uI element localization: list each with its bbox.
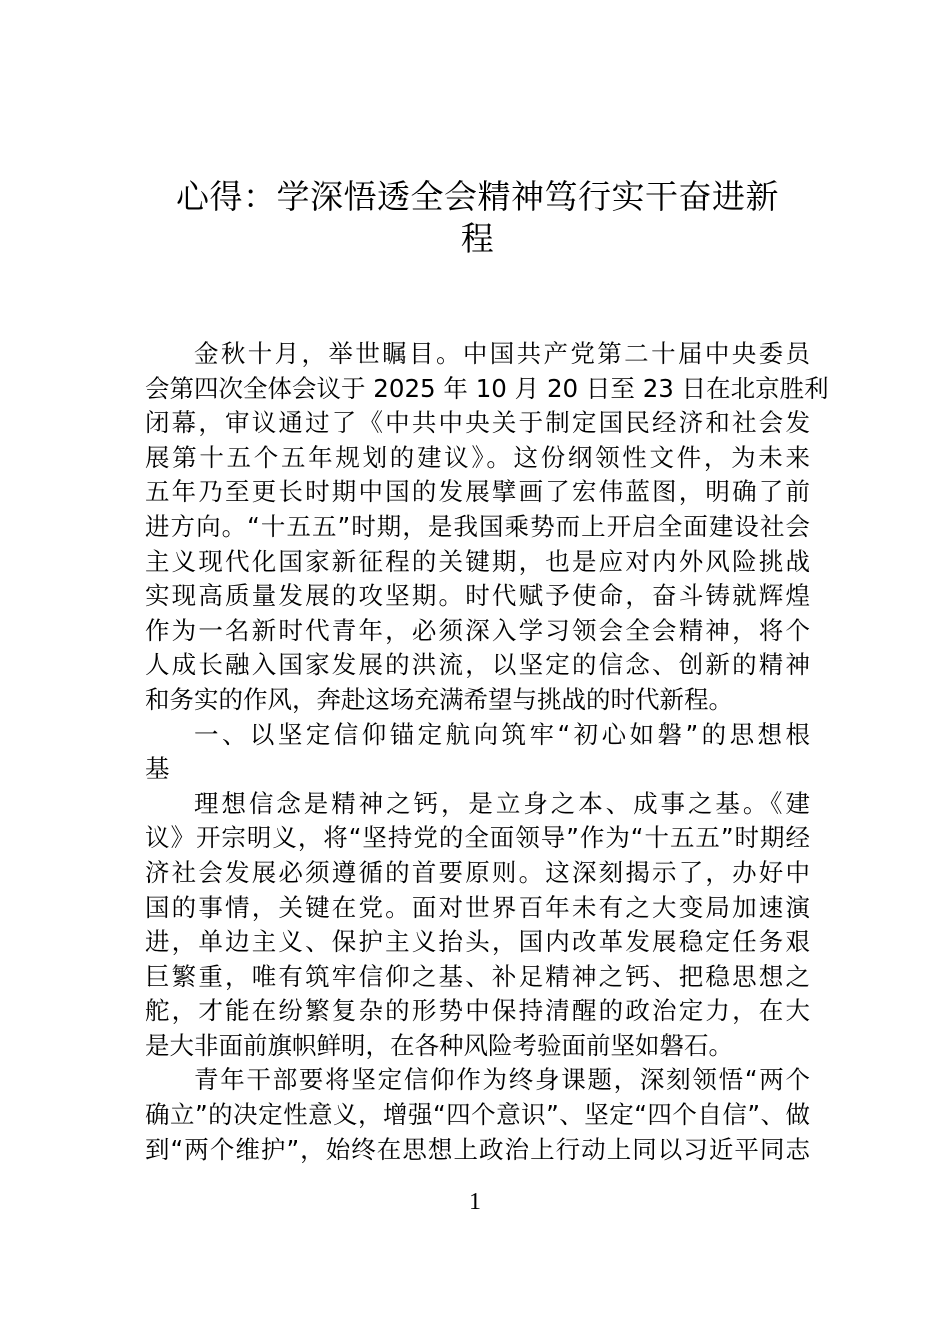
document-body <box>145 337 829 1167</box>
text-line: 会第四次全体会议于 2025 年 10 月 20 日至 23 日在北京胜利 <box>145 373 829 403</box>
text-line: 主义现代化国家新征程的关键期，也是应对内外风险挑战 <box>145 546 810 576</box>
text-line: 实现高质量发展的攻坚期。时代赋予使命，奋斗铸就辉煌 <box>145 581 810 611</box>
text-line: 和务实的作风，奔赴这场充满希望与挑战的时代新程。 <box>145 684 733 714</box>
text-line: 议》开宗明义，将“坚持党的全面领导”作为“十五五”时期经 <box>145 823 810 853</box>
section-heading-1 <box>145 718 810 787</box>
text-line: 进方向。“十五五”时期，是我国乘势而上开启全面建设社会 <box>145 511 810 541</box>
text-line: 济社会发展必须遵循的首要原则。这深刻揭示了，办好中 <box>145 857 810 887</box>
text-line: 巨繁重，唯有筑牢信仰之基、补足精神之钙、把稳思想之 <box>145 961 810 991</box>
text-line: 理想信念是精神之钙，是立身之本、成事之基。《建 <box>194 788 810 818</box>
text-line: 展第十五个五年规划的建议》。这份纲领性文件，为未来 <box>145 442 810 472</box>
text-line: 进，单边主义、保护主义抬头，国内改革发展稳定任务艰 <box>145 927 810 957</box>
text-line: 是大非面前旗帜鲜明，在各种风险考验面前坚如磐石。 <box>145 1030 733 1060</box>
text-line: 国的事情，关键在党。面对世界百年未有之大变局加速演 <box>145 892 810 922</box>
page-number: 1 <box>469 1189 481 1215</box>
text-line: 确立”的决定性意义，增强“四个意识”、坚定“四个自信”、做 <box>145 1100 810 1130</box>
text-line: 人成长融入国家发展的洪流，以坚定的信念、创新的精神 <box>145 650 810 680</box>
text-line: 舵，才能在纷繁复杂的形势中保持清醒的政治定力，在大 <box>145 996 810 1026</box>
text-line: 金秋十月，举世瞩目。中国共产党第二十届中央委员 <box>194 339 810 368</box>
document-title-line-2: 程 <box>460 219 495 258</box>
text-line: 青年干部要将坚定信仰作为终身课题，深刻领悟“两个 <box>194 1065 810 1095</box>
heading-line: 基 <box>145 754 170 784</box>
text-line: 五年乃至更长时期中国的发展擘画了宏伟蓝图，明确了前 <box>145 477 810 507</box>
heading-line: 一、以坚定信仰锚定航向筑牢“初心如磐”的思想根 <box>194 719 810 749</box>
document-title-line-1: 心得：学深悟透全会精神笃行实干奋进新 <box>176 177 779 216</box>
paragraph-intro <box>145 337 829 718</box>
text-line: 作为一名新时代青年，必须深入学习领会全会精神，将个 <box>145 615 810 645</box>
paragraph-ideals <box>145 787 810 1064</box>
paragraph-young-cadres <box>145 1063 810 1167</box>
text-line: 到“两个维护”，始终在思想上政治上行动上同以习近平同志 <box>145 1134 810 1164</box>
text-line: 闭幕，审议通过了《中共中央关于制定国民经济和社会发 <box>145 408 810 438</box>
